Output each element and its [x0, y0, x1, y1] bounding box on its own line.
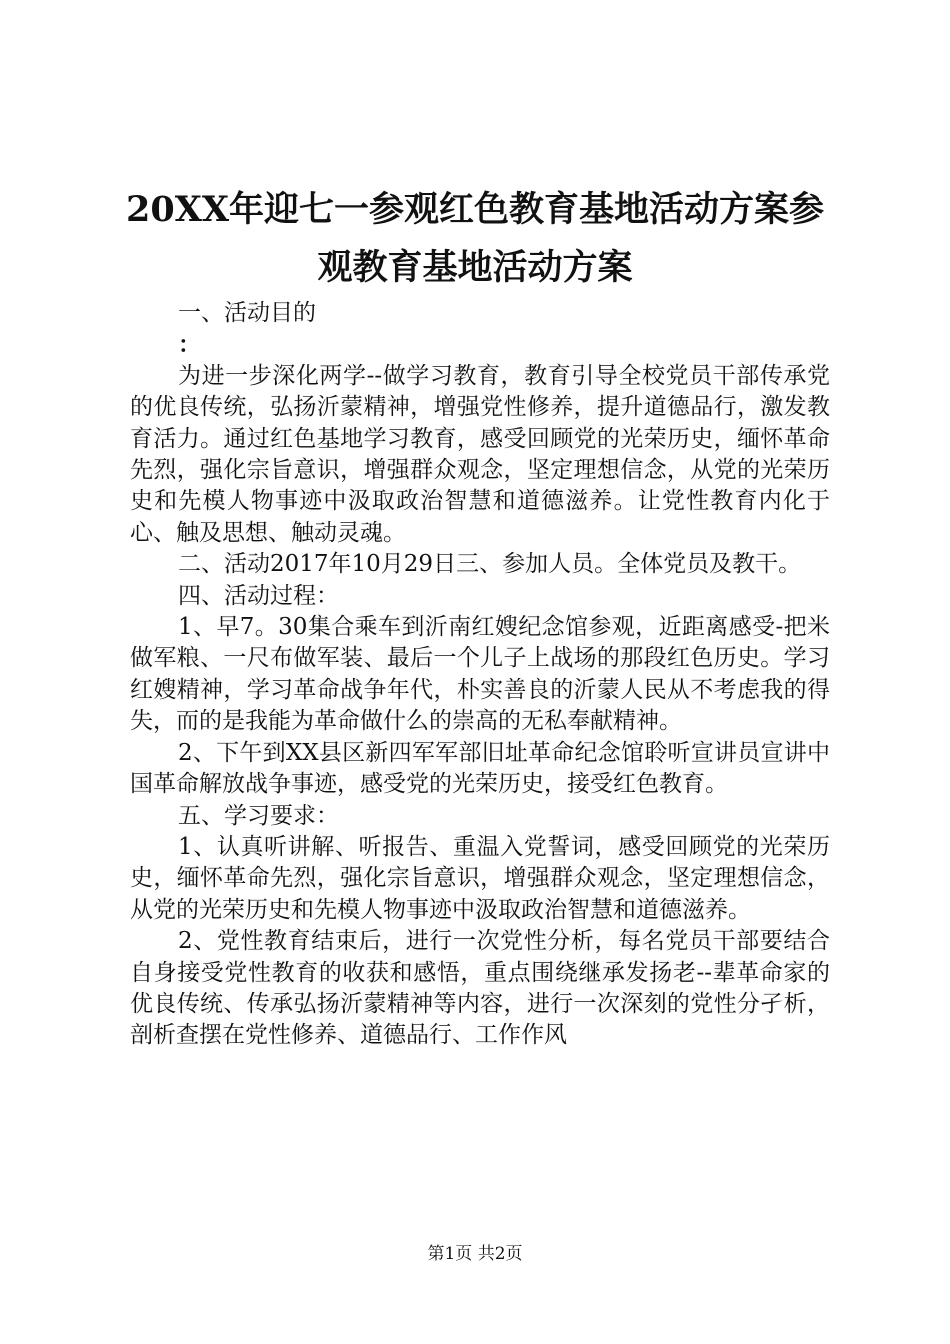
document-title-line-1: 20XX年迎七一参观红色教育基地活动方案参 [125, 189, 825, 230]
paragraph-requirement-1: 1、认真听讲解、听报告、重温入党誓词，感受回顾党的光荣历史，缅怀革命先烈，强化宗旨意识，增强群众观念，坚定理想信念，从党的光荣历史和先模人物事迹中汲取政治智慧和道德滋养。 [130, 833, 830, 923]
section-heading-process: 四、活动过程： [178, 582, 339, 609]
page-number-footer: 第1页 共2页 [427, 1244, 523, 1264]
paragraph-process-2: 2、下午到XX县区新四军军部旧址革命纪念馆聆听宣讲员宣讲中国革命解放战争事迹，感受党的光荣历史，接受红色教育。 [130, 739, 830, 798]
document-body [130, 298, 830, 1052]
colon-line: ： [178, 331, 201, 359]
paragraph-purpose: 为进一步深化两学--做学习教育，教育引导全校党员干部传承党的优良传统，弘扬沂蒙精神，增强党性修养，提升道德品行，激发教育活力。通过红色基地学习教育，感受回顾党的光荣历史，缅怀革命先烈，强化宗旨意识，增强群众观念，坚定理想信念，从党的光荣历史和先模人物事迹中汲取政治智慧和道德滋养。让党性教育内化于心、触及思想、触动灵魂。 [130, 362, 830, 546]
section-heading-purpose: 一、活动目的 [178, 300, 316, 326]
document-title-line-2: 观教育基地活动方案 [317, 247, 633, 288]
section-heading-requirements: 五、学习要求： [178, 802, 339, 829]
paragraph-process-1: 1、早7。30集合乘车到沂南红嫂纪念馆参观，近距离感受-把米做军粮、一尺布做军装、最后一个儿子上战场的那段红色历史。学习红嫂精神，学习革命战争年代，朴实善良的沂蒙人民从不考虑我的得失，而的是我能为革命做什么的崇高的无私奉献精神。 [130, 614, 830, 735]
paragraph-time-participants: 二、活动2017年10月29日三、参加人员。全体党员及教干。 [178, 551, 802, 578]
paragraph-requirement-2: 2、党性教育结束后，进行一次党性分析，每名党员干部要结合自身接受党性教育的收获和感悟，重点围绕继承发扬老--辈革命家的优良传统、传承弘扬沂蒙精神等内容，进行一次深刻的党性分孑析，剖析查摆在党性修养、道德品行、工作作风 [130, 928, 830, 1049]
